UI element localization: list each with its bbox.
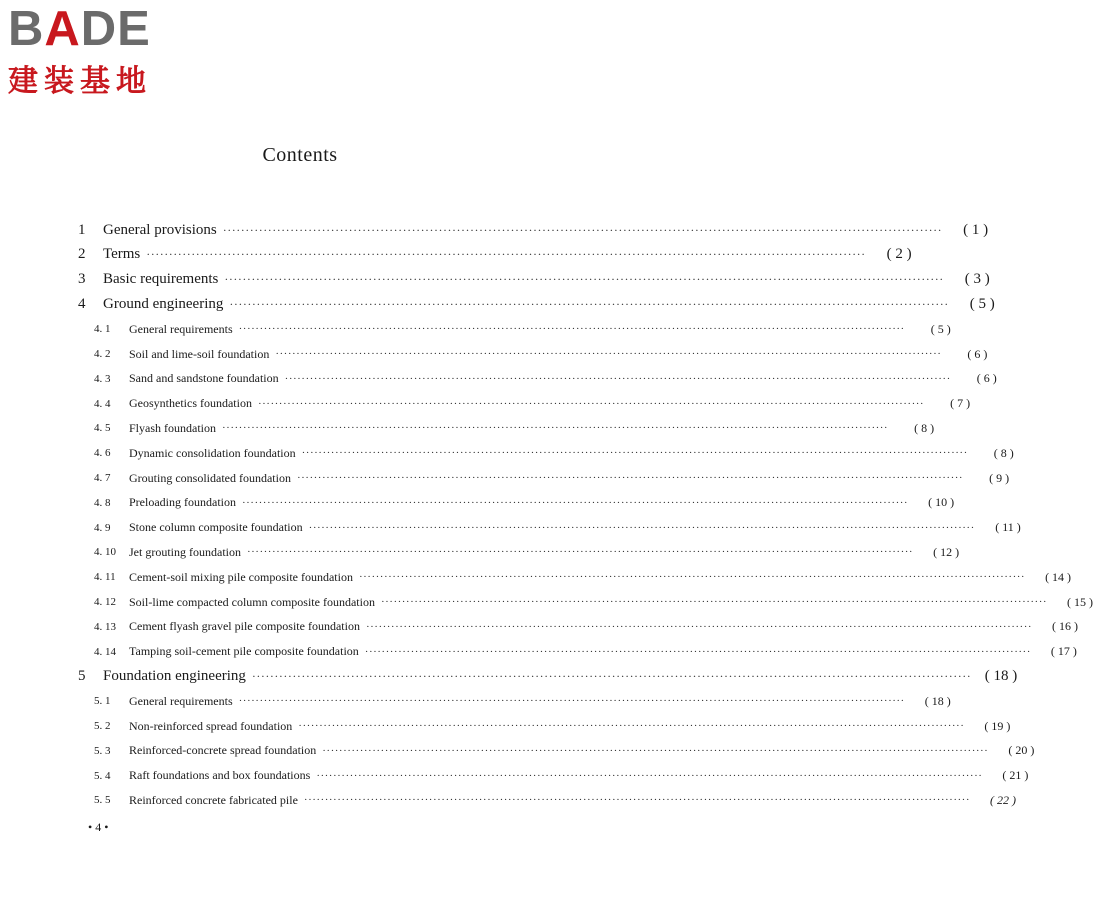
toc-dot-leader: ································································································································································ — [284, 372, 951, 385]
toc-dot-leader: ································································································································································ — [275, 348, 942, 360]
toc-entry-number: 4. 4 — [94, 397, 111, 410]
toc-entry-title: General provisions — [103, 221, 217, 238]
toc-entry-page: ( 6 ) — [976, 371, 997, 386]
toc-entry-title: Grouting consolidated foundation — [129, 470, 291, 485]
toc-dot-leader: ································································································································································ — [301, 447, 968, 460]
toc-chapter-entry[interactable] — [78, 292, 995, 316]
toc-entry-title: Ground engineering — [103, 295, 224, 312]
toc-entry-page: ( 2 ) — [886, 246, 912, 263]
toc-entry-number: 5. 2 — [94, 720, 111, 732]
toc-chapter-entry[interactable] — [78, 664, 1018, 688]
toc-entry-number: 4. 7 — [94, 472, 111, 484]
toc-chapter-entry[interactable] — [78, 218, 989, 242]
toc-entry-page: ( 21 ) — [1002, 768, 1029, 783]
toc-dot-leader: ································································································································································ — [316, 769, 983, 782]
toc-entry-number: 4. 10 — [94, 546, 116, 559]
logo-wordmark: BADE — [8, 2, 151, 56]
toc-section-entry[interactable] — [94, 764, 1029, 788]
toc-dot-leader: ································································································································································ — [222, 422, 889, 435]
toc-dot-leader: ································································································································································ — [238, 695, 905, 708]
toc-entry-title: Stone column composite foundation — [129, 520, 303, 535]
toc-dot-leader: ································································································································································ — [146, 247, 866, 262]
toc-section-entry[interactable] — [94, 466, 1010, 490]
toc-dot-leader: ································································································································································ — [365, 620, 1033, 633]
page-number-footer: • 4 • — [88, 820, 109, 834]
toc-entry-page: ( 19 ) — [984, 718, 1011, 733]
toc-section-entry[interactable] — [94, 640, 1077, 664]
toc-entry-page: ( 15 ) — [1067, 594, 1093, 609]
toc-dot-leader: ································································································································································ — [251, 668, 972, 683]
toc-entry-page: ( 17 ) — [1050, 644, 1077, 659]
toc-entry-page: ( 5 ) — [969, 295, 995, 312]
toc-section-entry[interactable] — [94, 590, 1093, 614]
toc-entry-title: Soil and lime-soil foundation — [129, 346, 270, 361]
toc-entry-title: Raft foundations and box foundations — [129, 768, 311, 783]
toc-entry-number: 4 — [78, 295, 86, 312]
toc-entry-number: 5 — [78, 667, 86, 684]
toc-entry-page: ( 3 ) — [964, 271, 990, 288]
toc-entry-title: Non-reinforced spread foundation — [129, 718, 293, 733]
toc-entry-number: 5. 3 — [94, 744, 111, 757]
page-title: Contents — [262, 144, 338, 166]
toc-dot-leader: ································································································································································ — [296, 472, 964, 484]
toc-entry-page: ( 16 ) — [1052, 619, 1079, 634]
toc-entry-page: ( 8 ) — [914, 420, 935, 435]
toc-entry-page: ( 20 ) — [1008, 743, 1035, 758]
toc-entry-number: 5. 4 — [94, 769, 111, 782]
toc-section-entry[interactable] — [94, 342, 988, 366]
toc-entry-number: 4. 5 — [94, 422, 111, 435]
toc-entry-page: ( 5 ) — [930, 321, 951, 336]
toc-section-entry[interactable] — [94, 392, 971, 416]
toc-entry-title: Soil-lime compacted column composite foundation — [129, 594, 375, 609]
toc-dot-leader: ································································································································································ — [222, 222, 943, 237]
toc-section-entry[interactable] — [94, 367, 997, 391]
toc-entry-page: ( 8 ) — [993, 445, 1014, 460]
toc-entry-page: ( 7 ) — [950, 396, 971, 411]
toc-entry-title: General requirements — [129, 321, 233, 336]
toc-entry-number: 4. 8 — [94, 496, 111, 509]
toc-entry-page: ( 10 ) — [928, 495, 955, 510]
toc-entry-page: ( 14 ) — [1045, 569, 1072, 584]
toc-entry-page: ( 1 ) — [963, 221, 989, 238]
toc-entry-number: 4. 11 — [94, 571, 116, 584]
toc-section-entry[interactable] — [94, 615, 1079, 639]
logo — [8, 4, 178, 100]
toc-entry-title: Dynamic consolidation foundation — [129, 445, 296, 460]
toc-entry-number: 3 — [78, 271, 86, 288]
toc-section-entry[interactable] — [94, 540, 960, 564]
toc-entry-number: 1 — [78, 221, 86, 238]
toc-entry-page: ( 18 ) — [924, 693, 951, 708]
toc-entry-title: Preloading foundation — [129, 495, 236, 510]
toc-entry-title: Flyash foundation — [129, 420, 216, 435]
toc-entry-page: ( 9 ) — [989, 470, 1010, 485]
toc-entry-number: 4. 12 — [94, 596, 116, 608]
toc-chapter-entry[interactable] — [78, 268, 990, 292]
toc-chapter-entry[interactable] — [78, 243, 912, 267]
toc-dot-leader: ································································································································································ — [358, 571, 1026, 584]
toc-entry-title: General requirements — [129, 693, 233, 708]
toc-entry-title: Terms — [103, 246, 141, 263]
toc-entry-page: ( 11 ) — [995, 520, 1021, 535]
toc-entry-page: ( 18 ) — [984, 667, 1018, 684]
toc-entry-page: ( 22 ) — [990, 792, 1016, 807]
toc-entry-title: Reinforced concrete fabricated pile — [129, 792, 298, 807]
toc-entry-title: Tamping soil-cement pile composite foundation — [129, 644, 359, 659]
toc-entry-title: Cement flyash gravel pile composite foundation — [129, 619, 360, 634]
toc-section-entry[interactable] — [94, 441, 1014, 465]
toc-section-entry[interactable] — [94, 689, 951, 713]
toc-dot-leader: ································································································································································ — [257, 397, 925, 410]
toc-entry-page: ( 12 ) — [933, 544, 960, 559]
toc-entry-title: Geosynthetics foundation — [129, 396, 252, 411]
toc-entry-title: Jet grouting foundation — [129, 544, 241, 559]
toc-entry-number: 4. 6 — [94, 447, 111, 460]
toc-entry-number: 5. 1 — [94, 695, 111, 708]
toc-entry-number: 2 — [78, 246, 86, 263]
toc-section-entry[interactable] — [94, 491, 955, 515]
toc-dot-leader: ································································································································································ — [238, 323, 905, 336]
toc-entry-number: 4. 13 — [94, 620, 116, 633]
toc-dot-leader: ································································································································································ — [364, 645, 1031, 658]
toc-dot-leader: ································································································································································ — [229, 296, 949, 311]
toc-entry-title: Basic requirements — [103, 271, 219, 288]
toc-section-entry[interactable] — [94, 714, 1011, 738]
logo-chinese-text: 建装基地 — [8, 64, 152, 99]
toc-section-entry[interactable] — [94, 516, 1021, 540]
toc-entry-page: ( 6 ) — [967, 346, 988, 361]
toc-entry-title: Cement-soil mixing pile composite foundation — [129, 569, 353, 584]
toc-entry-number: 4. 14 — [94, 645, 116, 658]
toc-dot-leader: ································································································································································ — [241, 496, 909, 509]
toc-section-entry[interactable] — [94, 317, 951, 341]
toc-entry-title: Foundation engineering — [103, 667, 246, 684]
toc-section-entry[interactable] — [94, 416, 935, 440]
toc-dot-leader: ································································································································································ — [298, 720, 965, 732]
toc-entry-title: Sand and sandstone foundation — [129, 371, 279, 386]
toc-dot-leader: ································································································································································ — [246, 546, 914, 559]
toc-entry-title: Reinforced-concrete spread foundation — [129, 743, 317, 758]
toc-entry-number: 4. 3 — [94, 372, 111, 385]
toc-section-entry[interactable] — [94, 739, 1035, 763]
toc-entry-number: 5. 5 — [94, 794, 111, 807]
toc-entry-number: 4. 9 — [94, 521, 111, 534]
toc-dot-leader: ································································································································································ — [322, 744, 989, 757]
toc-dot-leader: ································································································································································ — [303, 794, 970, 807]
toc-section-entry[interactable] — [94, 788, 1016, 812]
toc-entry-number: 4. 2 — [94, 348, 111, 360]
toc-entry-number: 4. 1 — [94, 323, 111, 336]
toc-dot-leader: ································································································································································ — [224, 272, 944, 287]
toc-section-entry[interactable] — [94, 565, 1072, 589]
toc-dot-leader: ································································································································································ — [308, 521, 975, 534]
toc-dot-leader: ································································································································································ — [380, 596, 1048, 608]
